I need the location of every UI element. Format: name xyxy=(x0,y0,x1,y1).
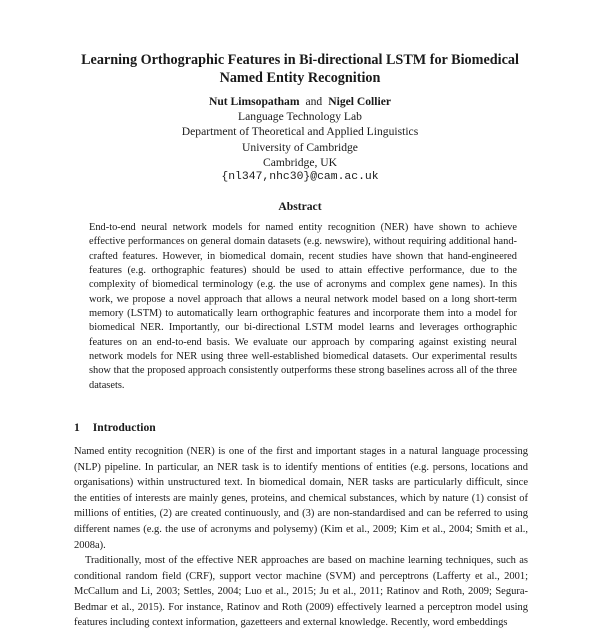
author-email: {nl347,nhc30}@cam.ac.uk xyxy=(221,171,379,184)
affiliation-lab: Language Technology Lab xyxy=(238,110,362,124)
section-number: 1 xyxy=(74,421,80,434)
section-heading-introduction xyxy=(74,421,156,434)
introduction-paragraph-2: Traditionally, most of the effective NER approaches are based on machine learning techniques, such as conditional random field (CRF), support vector machine (SVM) and perceptrons (Lafferty et al., 2001; McCallum and Li, 2003; Settles, 2004; Luo et al., 2015; Ju et al., 2011; Ratinov and Roth, 2009; Segura-Bedmar et al., 2015). For instance, Ratinov and Roth (2009) effectively learned a perceptron model using features including context information, gazetteers and external knowledge. Recently, word embeddings xyxy=(74,555,528,629)
introduction-paragraph-1: Named entity recognition (NER) is one of the first and important stages in a natural language processing (NLP) pipeline. In particular, an NER task is to identify mentions of entities (e.g. persons, locations and organisations) within unstructured text. In biomedical domain, NER tasks are particularly difficult, since the entities of interests are mainly genes, proteins, and chemical substances, which by nature (1) consist of millions of entities, (2) are created continuously, and (3) are non-standardised and can be referred to using different names (e.g. the use of acronyms and polysemy) (Kim et al., 2009; Kim et al., 2004; Smith et al., 2008a). xyxy=(74,446,528,551)
paper-title: Learning Orthographic Features in Bi-directional LSTM for Biomedical Named Entity Recognition xyxy=(81,52,519,86)
abstract-text: End-to-end neural network models for named entity recognition (NER) have shown to achieve effective performances on general domain datasets (e.g. newswire), without requiring additional hand-crafted features. However, in biomedical domain, recent studies have shown that hand-engineered features (e.g. orthographic features) should be used to attain effective performance, due to the complexity of biomedical terminology (e.g. the use of acronyms and complex gene names). In this work, we propose a novel approach that allows a neural network model based on a long short-term memory (LSTM) to automatically learn orthographic features and incorporate them into a model for biomedical NER. Importantly, our bi-directional LSTM model learns and leverages orthographic features on an end-to-end basis. We evaluate our approach by comparing against existing neural network models for NER using three well-established biomedical datasets. Our experimental results show that the proposed approach consistently outperforms these strong baselines across all of the three datasets. xyxy=(89,222,517,391)
section-title: Introduction xyxy=(92,421,156,434)
author-1: Nut Limsopatham xyxy=(208,95,300,108)
affiliation-univ: University of Cambridge xyxy=(242,140,358,154)
affiliation-city: Cambridge, UK xyxy=(262,155,338,169)
author-2: Nigel Collier xyxy=(328,95,392,108)
author-names xyxy=(60,94,540,109)
author-block xyxy=(60,94,540,185)
affiliation-dept: Department of Theoretical and Applied Linguistics xyxy=(181,125,419,139)
author-join: and xyxy=(305,95,323,108)
abstract-heading: Abstract xyxy=(278,200,322,213)
